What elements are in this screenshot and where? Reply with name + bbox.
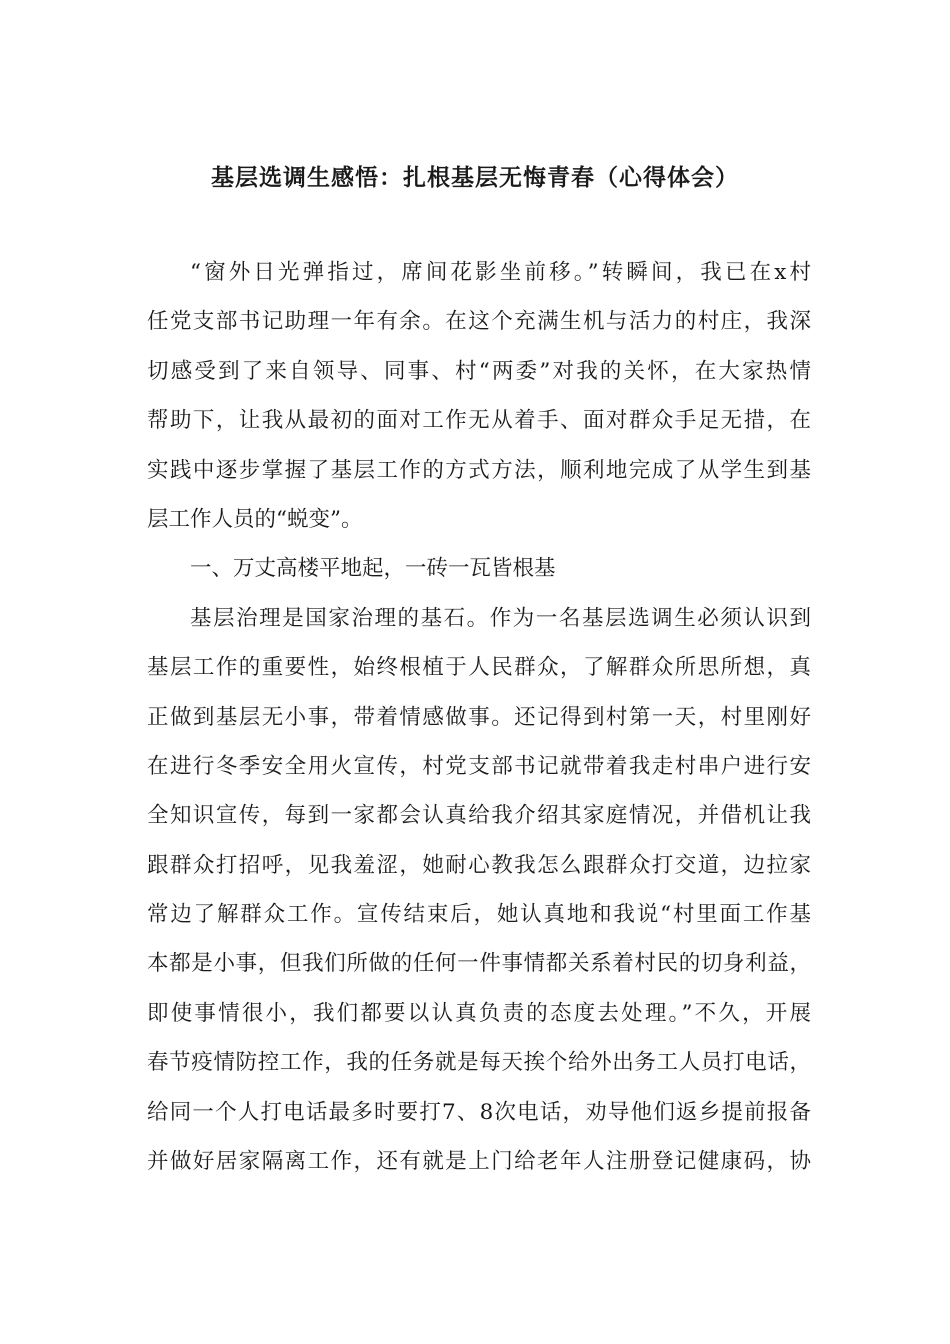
paragraph-line: 在进行冬季安全用火宣传，村党支部书记就带着我走村串户进行安	[147, 753, 811, 779]
paragraph-line: 常边了解群众工作。宣传结束后，她认真地和我说“村里面工作基	[147, 902, 811, 928]
paragraph-line: 基层治理是国家治理的基石。作为一名基层选调生必须认识到	[190, 605, 811, 631]
paragraph-line: “窗外日光弹指过，席间花影坐前移。”转瞬间，我已在x村	[190, 260, 811, 285]
paragraph-line: 即使事情很小，我们都要以认真负责的态度去处理。”不久，开展	[147, 1000, 811, 1026]
paragraph-line: 基层工作的重要性，始终根植于人民群众，了解群众所思所想，真	[147, 655, 811, 681]
paragraph-line: 本都是小事，但我们所做的任何一件事情都关系着村民的切身利益，	[147, 951, 811, 977]
paragraph-line: 切感受到了来自领导、同事、村“两委”对我的关怀，在大家热情	[147, 358, 811, 384]
document-title: 基层选调生感悟：扎根基层无悔青春（心得体会）	[211, 164, 739, 191]
document-body	[147, 248, 811, 1186]
paragraph-line: 春节疫情防控工作，我的任务就是每天挨个给外出务工人员打电话，	[147, 1050, 811, 1076]
paragraph-line: 任党支部书记助理一年有余。在这个充满生机与活力的村庄，我深	[147, 309, 811, 335]
paragraph-line: 实践中逐步掌握了基层工作的方式方法，顺利地完成了从学生到基	[147, 457, 811, 483]
paragraph-line: 正做到基层无小事，带着情感做事。还记得到村第一天，村里刚好	[147, 704, 811, 730]
paragraph-line: 跟群众打招呼，见我羞涩，她耐心教我怎么跟群众打交道，边拉家	[147, 852, 811, 878]
paragraph-line: 并做好居家隔离工作，还有就是上门给老年人注册登记健康码，协	[147, 1149, 811, 1175]
section-heading: 一、万丈高楼平地起，一砖一瓦皆根基	[190, 556, 556, 582]
paragraph-line: 给同一个人打电话最多时要打7、8次电话，劝导他们返乡提前报备	[147, 1099, 811, 1125]
paragraph-line: 帮助下，让我从最初的面对工作无从着手、面对群众手足无措，在	[147, 408, 811, 434]
paragraph-line: 层工作人员的“蜕变”。	[147, 506, 363, 532]
paragraph-line: 全知识宣传，每到一家都会认真给我介绍其家庭情况，并借机让我	[147, 803, 811, 829]
